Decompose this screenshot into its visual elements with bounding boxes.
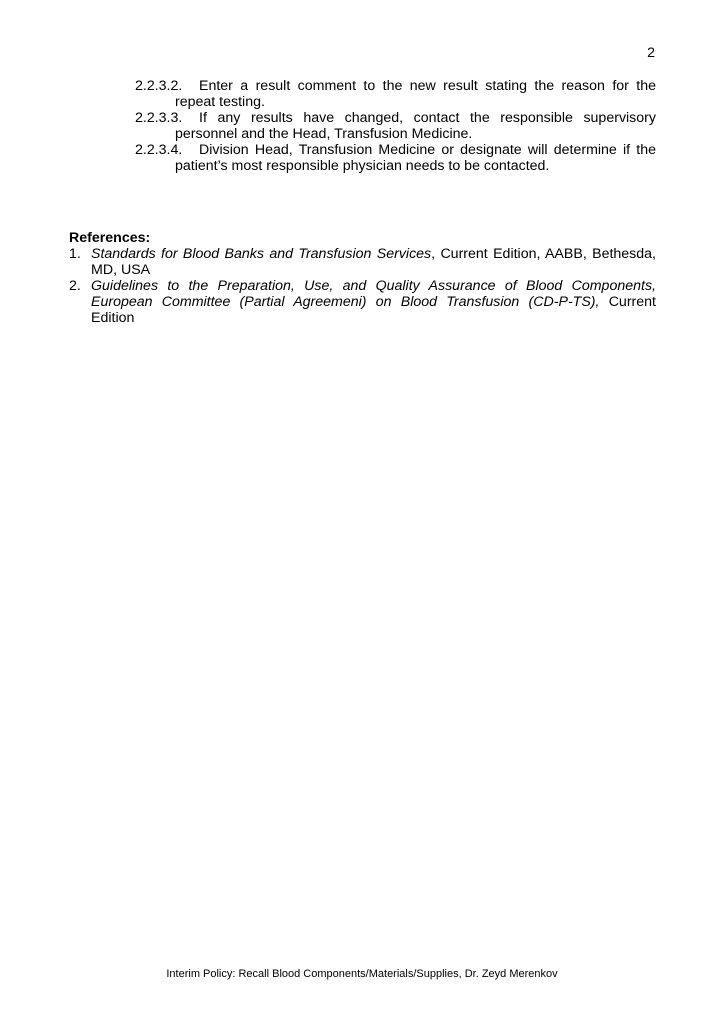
page-number: 2 — [647, 45, 655, 61]
reference-number: 1. — [69, 246, 81, 262]
references-heading: References: — [69, 230, 151, 246]
reference-title: Standards for Blood Banks and Transfusion Services — [91, 246, 432, 262]
step-number: 2.2.3.4. — [135, 142, 183, 158]
procedure-step — [135, 142, 656, 174]
step-number: 2.2.3.3. — [135, 110, 183, 126]
step-text: Division Head, Transfusion Medicine or designate will determine if the patient’s most responsible physician needs to be contacted. — [175, 142, 656, 174]
reference-item — [69, 246, 656, 278]
page-footer: Interim Policy: Recall Blood Components/Materials/Supplies, Dr. Zeyd Merenkov — [166, 968, 558, 980]
references-section — [69, 230, 656, 326]
procedure-step — [135, 78, 656, 110]
step-text: Enter a result comment to the new result stating the reason for the repeat testing. — [175, 78, 656, 110]
reference-title: Guidelines to the Preparation, Use, and Quality Assurance of Blood Components, European Committee (Partial Agreemeni) on Blood Transfusion (CD-P-TS), — [91, 278, 656, 310]
step-number: 2.2.3.2. — [135, 78, 183, 94]
reference-details: , Current Edition, AABB, Bethesda, MD, USA — [91, 246, 656, 278]
procedure-step — [135, 110, 656, 142]
procedure-steps — [135, 78, 656, 174]
step-text: If any results have changed, contact the responsible supervisory personnel and the Head, Transfusion Medicine. — [175, 110, 656, 142]
reference-details: Current Edition — [91, 294, 656, 326]
reference-item — [69, 278, 656, 326]
reference-number: 2. — [69, 278, 81, 294]
